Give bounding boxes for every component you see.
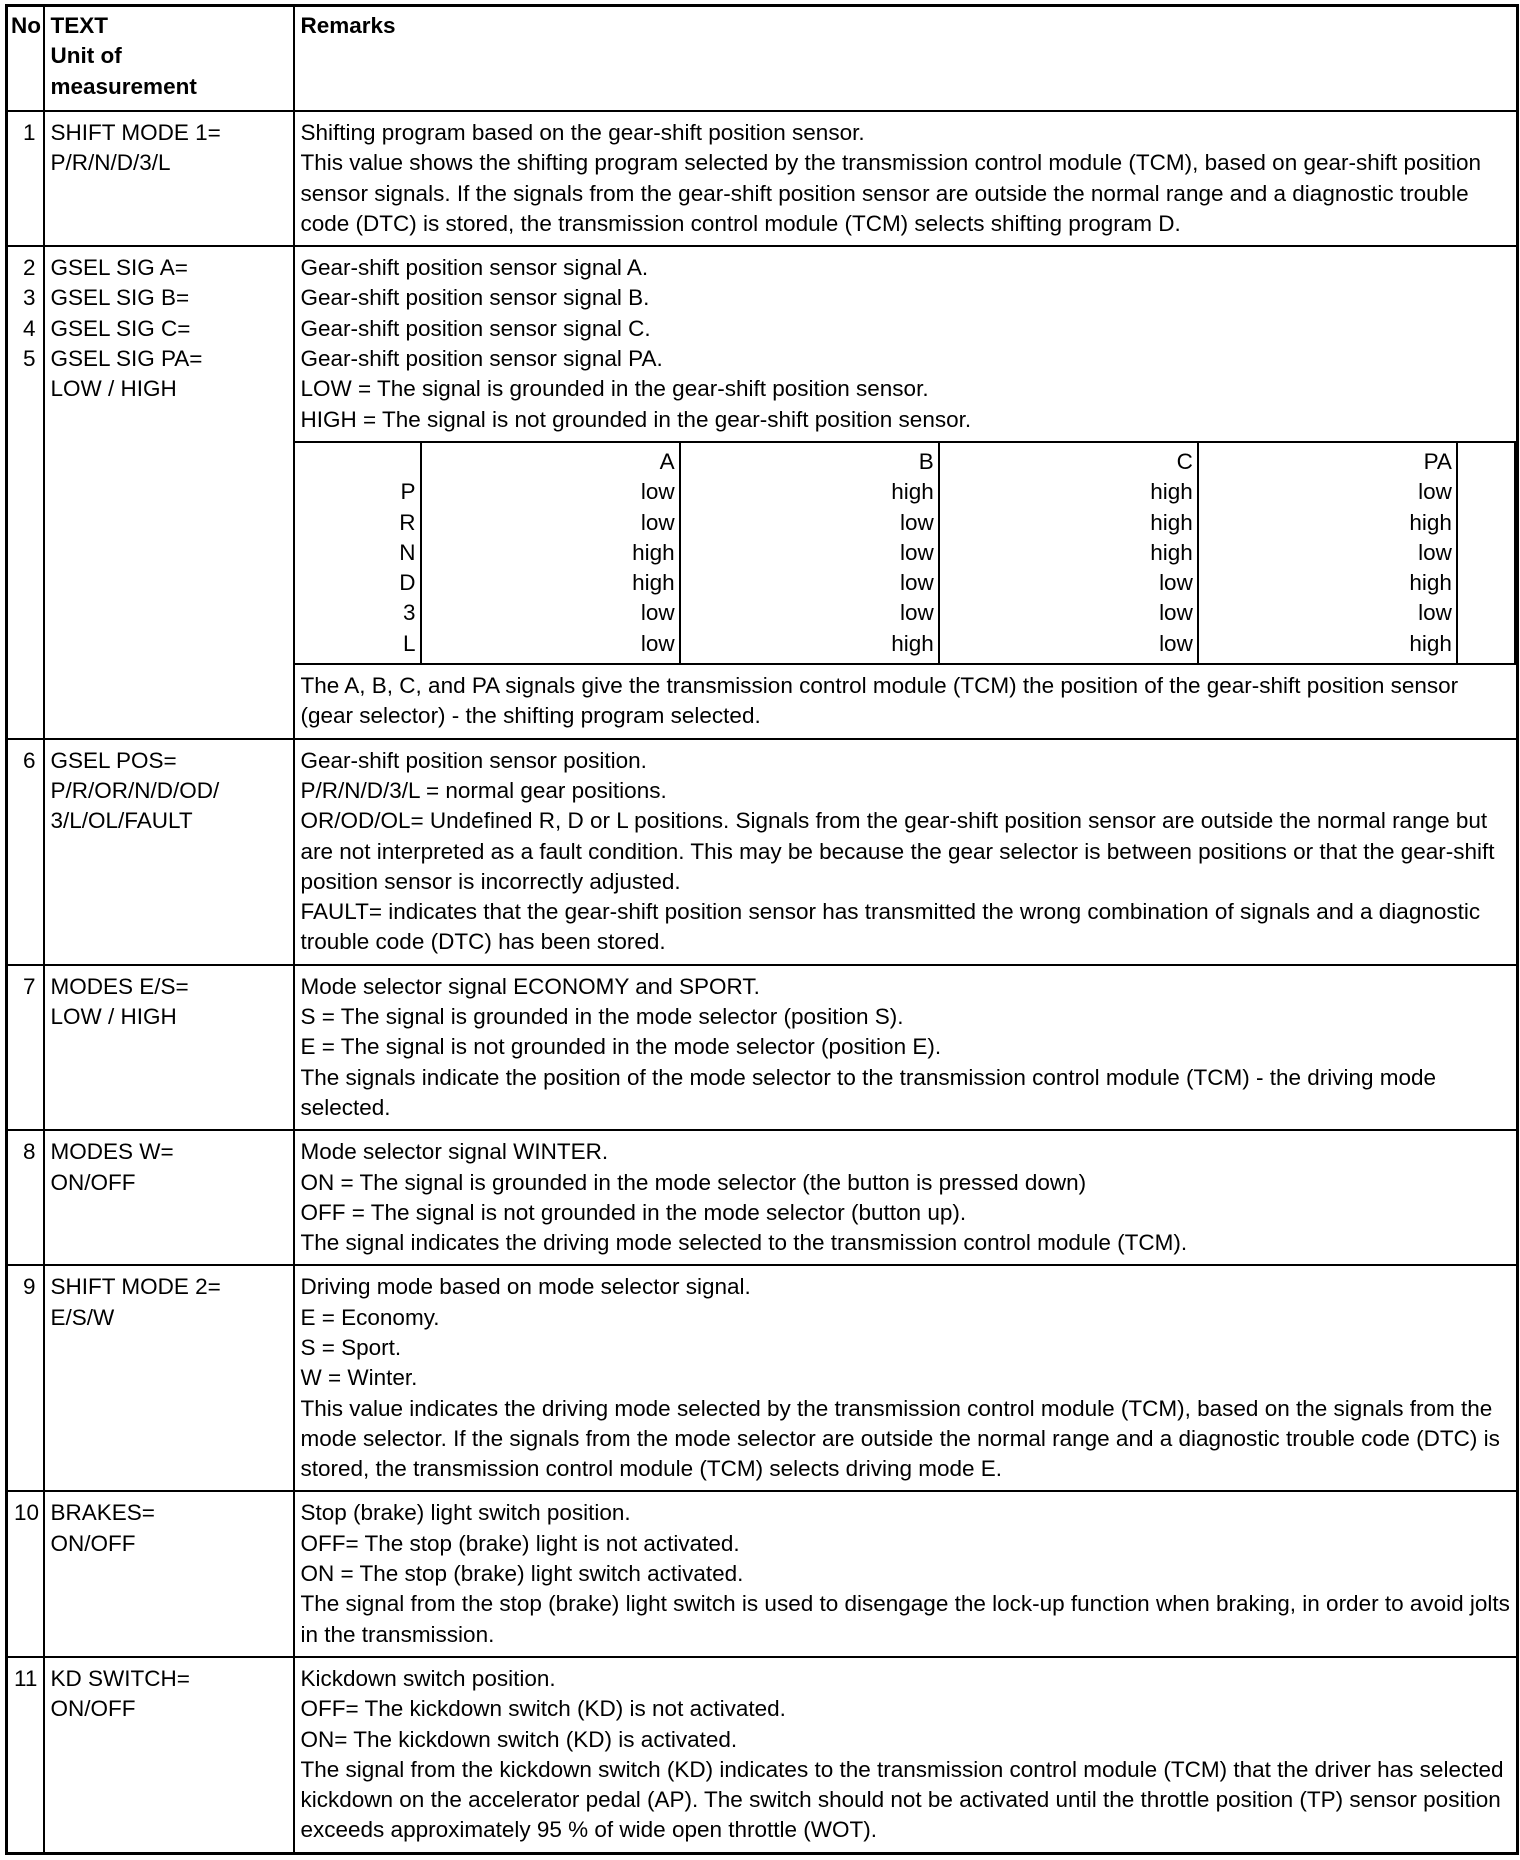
remark-line: E = The signal is not grounded in the mode selector (position E). — [300, 1034, 942, 1060]
row-text-line: ON/OFF — [50, 1530, 136, 1556]
signal-value: high — [1150, 509, 1193, 535]
row-no — [7, 1265, 44, 1491]
row-remarks — [294, 739, 1518, 965]
signal-value: low — [1418, 479, 1452, 505]
signal-position: N — [399, 539, 416, 565]
remark-line: ON = The signal is grounded in the mode selector (the button is pressed down) — [300, 1169, 1087, 1195]
row-text — [44, 111, 294, 246]
signal-value: low — [1159, 630, 1193, 656]
remark-line: The signal indicates the driving mode selected to the transmission control module (TCM). — [300, 1230, 1188, 1256]
row-text-line: GSEL SIG B= — [50, 285, 190, 311]
signal-value: low — [1159, 570, 1193, 596]
row-text-line: GSEL SIG PA= — [50, 346, 203, 372]
remark-line: Stop (brake) light switch position. — [300, 1500, 631, 1526]
row-text-line: GSEL SIG A= — [50, 255, 188, 281]
row-text-line: LOW / HIGH — [50, 376, 177, 402]
row-text-line: SHIFT MODE 1= — [50, 120, 221, 145]
remark-line: Mode selector signal WINTER. — [300, 1139, 609, 1165]
table-row — [7, 1265, 1518, 1491]
row-text-line: ON/OFF — [50, 1696, 136, 1722]
signal-value: low — [640, 479, 675, 505]
row-remarks — [294, 246, 1518, 738]
remark-line: The signal from the stop (brake) light switch is used to disengage the lock-up function when braking, in order to avoid jolts in the transmission. — [300, 1591, 1510, 1647]
signal-header-blank — [299, 447, 416, 477]
remark-line: OFF = The signal is not grounded in the mode selector (button up). — [300, 1199, 967, 1225]
row-no-value: 10 — [14, 1500, 40, 1526]
header-text-line: Unit of — [50, 43, 122, 69]
signal-value: low — [1418, 539, 1452, 565]
remarks-block — [295, 247, 1517, 441]
remark-line: P/R/N/D/3/L = normal gear positions. — [300, 777, 667, 803]
row-text — [44, 965, 294, 1130]
signal-table-spacer — [1457, 442, 1515, 664]
row-no-value: 6 — [22, 747, 36, 773]
remark-line: LOW = The signal is grounded in the gear-shift position sensor. — [300, 376, 929, 402]
row-text-line: E/S/W — [50, 1304, 115, 1330]
remark-line: ON= The kickdown switch (KD) is activated. — [300, 1726, 738, 1752]
signal-value: high — [891, 479, 934, 505]
table-row — [7, 1491, 1518, 1656]
remark-line: OR/OD/OL= Undefined R, D or L positions. Signals from the gear-shift position sensor are outside the normal range but are not interpreted as a fault condition. This may be because the gear selector is between positions or that the gear-shift position sensor is incorrectly adjusted. — [300, 808, 1495, 894]
header-text-line: measurement — [50, 73, 197, 99]
remark-line: FAULT= indicates that the gear-shift position sensor has transmitted the wrong combination of signals and a diagnostic trouble code (DTC) has been stored. — [300, 899, 1481, 955]
row-no — [7, 1130, 44, 1265]
row-text-line: P/R/N/D/3/L — [50, 150, 171, 176]
signal-column-a — [421, 442, 680, 664]
remark-line: Gear-shift position sensor signal A. — [300, 255, 649, 281]
row-text — [44, 1130, 294, 1265]
row-remarks — [294, 111, 1518, 246]
remark-line: The signals indicate the position of the mode selector to the transmission control module (TCM) - the driving mode selected. — [300, 1064, 1437, 1120]
row-remarks — [294, 1491, 1518, 1656]
remark-line: OFF= The kickdown switch (KD) is not activated. — [300, 1696, 786, 1722]
row-text — [44, 1491, 294, 1656]
remark-line: Gear-shift position sensor signal B. — [300, 285, 650, 311]
row-no — [7, 965, 44, 1130]
header-text — [44, 6, 294, 112]
remark-line: Gear-shift position sensor signal PA. — [300, 346, 663, 372]
row-text — [44, 1265, 294, 1491]
signal-value: low — [899, 509, 934, 535]
row-text-line: GSEL SIG C= — [50, 315, 191, 341]
row-text-line: KD SWITCH= — [50, 1665, 190, 1691]
signal-column-header: C — [1176, 448, 1193, 474]
row-no — [7, 1491, 44, 1656]
signal-value: low — [640, 600, 675, 626]
row-no-value: 8 — [22, 1139, 36, 1165]
row-no-value: 11 — [14, 1665, 38, 1691]
remark-line: This value indicates the driving mode selected by the transmission control module (TCM), based on the signals from the mode selector. If the signals from the mode selector are outside the normal range and a diagnostic trouble code (DTC) is stored, the transmission control module (TCM) selects driving mode E. — [300, 1395, 1500, 1482]
row-no — [7, 246, 44, 738]
table-row — [7, 111, 1518, 246]
row-text-line: BRAKES= — [50, 1500, 155, 1526]
parameter-table — [5, 4, 1519, 1855]
remarks-block — [295, 665, 1517, 738]
table-row — [7, 739, 1518, 965]
remark-line: This value shows the shifting program selected by the transmission control module (TCM), based on gear-shift position sensor signals. If the signals from the gear-shift position sensor are outside the normal range and a diagnostic trouble code (DTC) is stored, the transmission control module (TCM) selects shifting program D. — [300, 150, 1482, 236]
row-no-value: 9 — [22, 1274, 36, 1300]
remark-line: Shifting program based on the gear-shift position sensor. — [300, 120, 865, 145]
remark-line: ON = The stop (brake) light switch activated. — [300, 1561, 744, 1587]
signal-value: low — [899, 539, 934, 565]
signal-position: R — [399, 509, 416, 535]
table-row — [7, 1130, 1518, 1265]
row-remarks — [294, 1130, 1518, 1265]
signal-position: P — [400, 479, 416, 505]
signal-value: low — [899, 600, 934, 626]
remark-line: OFF= The stop (brake) light is not activated. — [300, 1530, 740, 1556]
signal-position: 3 — [403, 600, 416, 626]
row-remarks — [294, 1657, 1518, 1853]
table-row — [7, 965, 1518, 1130]
signal-value: low — [640, 509, 675, 535]
row-text-line: MODES E/S= — [50, 973, 189, 999]
remark-line: S = The signal is grounded in the mode selector (position S). — [300, 1004, 904, 1030]
signal-value: high — [632, 539, 675, 565]
signal-value: low — [1418, 600, 1452, 626]
signal-value: high — [891, 630, 934, 656]
signal-value: high — [1409, 570, 1452, 596]
row-text-line: LOW / HIGH — [50, 1004, 177, 1030]
table-row — [7, 1657, 1518, 1853]
signal-column-c — [939, 442, 1198, 664]
signal-column-header: B — [918, 448, 934, 474]
row-no-value: 5 — [22, 346, 36, 372]
remark-line: S = Sport. — [300, 1334, 402, 1360]
signal-value: high — [1409, 630, 1452, 656]
signal-position: L — [403, 630, 416, 656]
row-text-line: GSEL POS= — [50, 747, 177, 773]
table-header-row — [7, 6, 1518, 112]
row-no-value: 7 — [22, 973, 36, 999]
row-no — [7, 739, 44, 965]
header-remarks: Remarks — [294, 6, 1518, 112]
signal-value: low — [899, 570, 934, 596]
table-row — [7, 246, 1518, 738]
signal-column-pa — [1198, 442, 1457, 664]
signal-value: high — [632, 570, 675, 596]
signal-column-header: PA — [1423, 448, 1452, 474]
signal-position-column — [295, 442, 421, 664]
remark-line: The A, B, C, and PA signals give the transmission control module (TCM) the position of the gear-shift position sensor (gear selector) - the shifting program selected. — [300, 673, 1459, 729]
header-text-line: TEXT — [50, 13, 109, 38]
document-page — [5, 4, 1516, 1855]
row-no-value: 1 — [22, 120, 36, 145]
row-text-line: ON/OFF — [50, 1169, 136, 1195]
remark-line: Mode selector signal ECONOMY and SPORT. — [300, 973, 760, 999]
signal-column-b — [680, 442, 939, 664]
row-text — [44, 739, 294, 965]
signal-value: low — [1159, 600, 1193, 626]
signal-table — [295, 441, 1517, 665]
row-text — [44, 1657, 294, 1853]
remark-line: Gear-shift position sensor signal C. — [300, 315, 651, 341]
signal-position: D — [399, 570, 416, 596]
row-text-line: MODES W= — [50, 1139, 174, 1165]
signal-value: high — [1150, 539, 1193, 565]
header-no: No — [7, 6, 44, 112]
row-no-value: 4 — [22, 315, 36, 341]
row-text-line: P/R/OR/N/D/OD/ — [50, 777, 220, 803]
signal-value: high — [1409, 509, 1452, 535]
row-remarks — [294, 1265, 1518, 1491]
remark-line: Driving mode based on mode selector signal. — [300, 1274, 751, 1300]
row-no — [7, 111, 44, 246]
remark-line: HIGH = The signal is not grounded in the gear-shift position sensor. — [300, 406, 972, 432]
row-no — [7, 1657, 44, 1853]
remark-line: W = Winter. — [300, 1365, 418, 1391]
signal-value: low — [640, 630, 675, 656]
row-text — [44, 246, 294, 738]
remark-line: Gear-shift position sensor position. — [300, 747, 647, 773]
row-text-line: SHIFT MODE 2= — [50, 1274, 221, 1300]
remark-line: The signal from the kickdown switch (KD) indicates to the transmission control module (TCM) that the driver has selected kickdown on the accelerator pedal (AP). The switch should not be activated until the throttle position (TP) sensor position exceeds approximately 95 % of wide open throttle (WOT). — [300, 1756, 1504, 1843]
signal-table-row — [295, 442, 1516, 664]
signal-column-header: A — [659, 448, 675, 474]
row-no-value: 3 — [22, 285, 36, 311]
row-no-value: 2 — [22, 255, 36, 281]
remark-line: Kickdown switch position. — [300, 1665, 556, 1691]
row-text-line: 3/L/OL/FAULT — [50, 808, 193, 834]
signal-value: high — [1150, 479, 1193, 505]
row-remarks — [294, 965, 1518, 1130]
remark-line: E = Economy. — [300, 1304, 440, 1330]
